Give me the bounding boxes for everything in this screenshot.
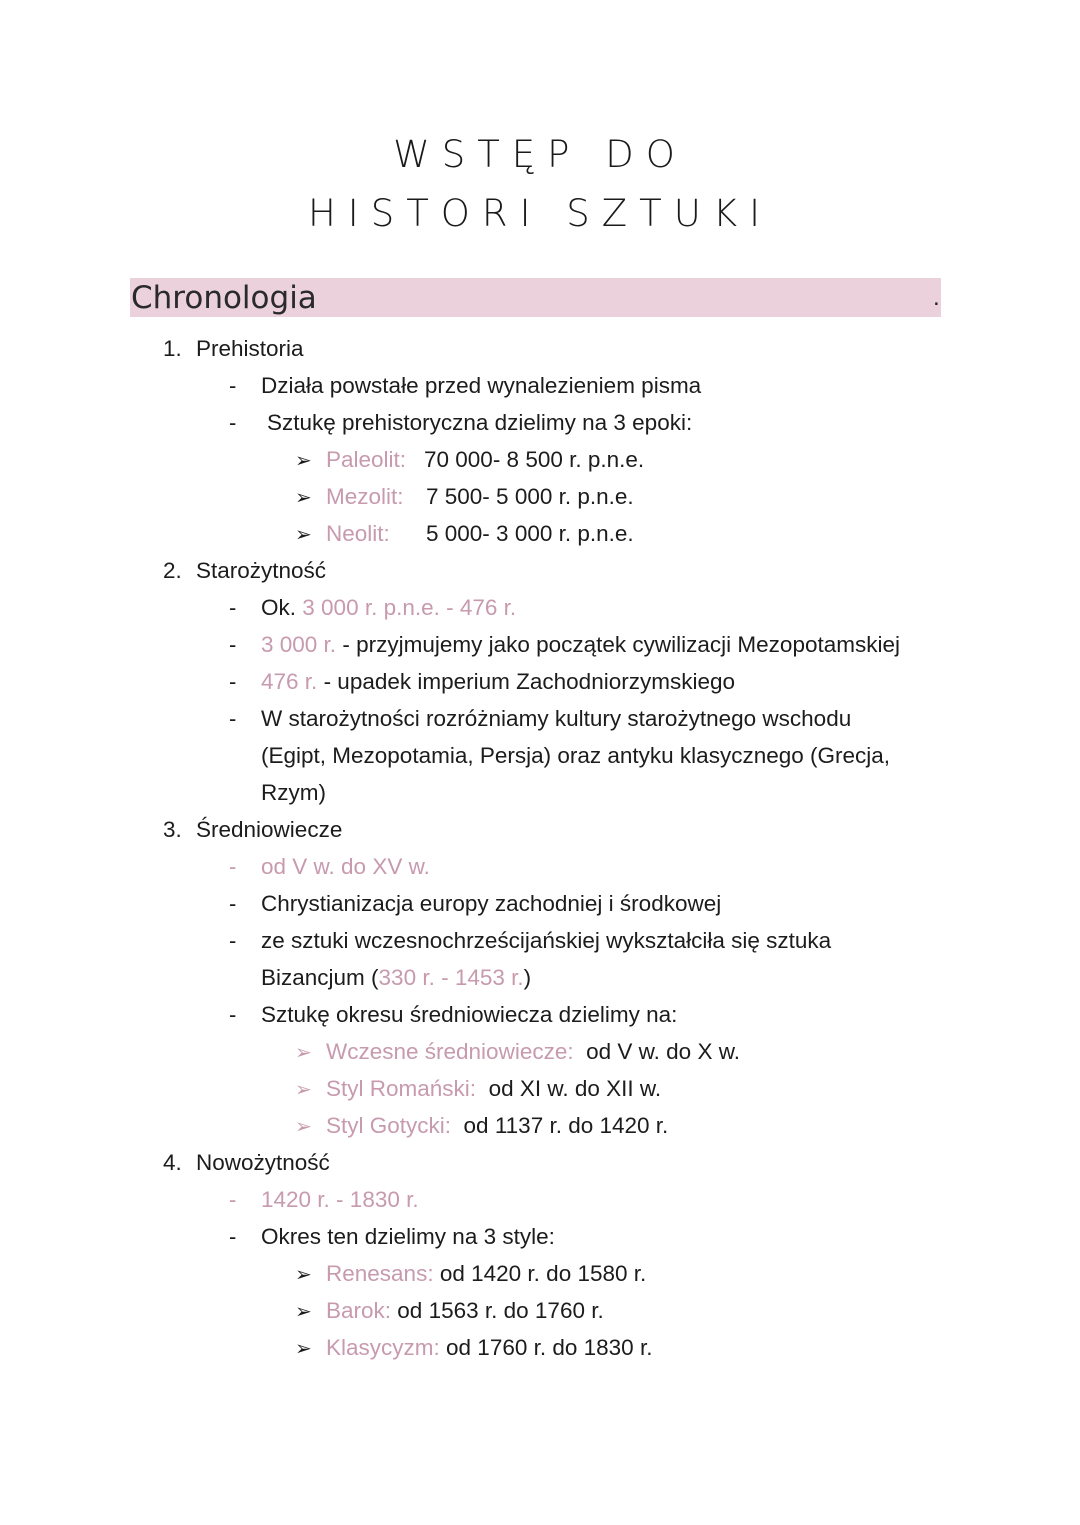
bullet-text-part: Ok. (261, 595, 297, 620)
period-label: Styl Gotycki: (326, 1113, 452, 1138)
list-item-title: Średniowiecze (196, 817, 343, 842)
epoch-label: Neolit: (326, 521, 390, 546)
dash-bullet: - (229, 410, 237, 435)
list-item-sredniowiecze (163, 815, 342, 845)
dash-bullet: - (229, 669, 237, 694)
bullet-text-part: ) (523, 965, 532, 990)
date-range: 330 r. - 1453 r. (378, 965, 524, 990)
arrow-icon: ➢ (295, 487, 312, 509)
dash-bullet: - (229, 854, 237, 879)
dash-bullet: - (229, 1224, 237, 1249)
list-number: 3. (163, 817, 182, 842)
bullet-text (261, 593, 516, 623)
arrow-icon: ➢ (295, 1264, 312, 1286)
arrow-icon: ➢ (295, 450, 312, 472)
list-item-starozytnosc (163, 556, 326, 586)
bullet-text: Działa powstałe przed wynalezieniem pisma (261, 373, 702, 398)
bullet-text: Sztukę prehistoryczna dzielimy na 3 epoki: (267, 410, 693, 435)
bullet-text: Okres ten dzielimy na 3 style: (261, 1224, 555, 1249)
dash-bullet: - (229, 1002, 237, 1027)
period-wczesne (295, 1037, 740, 1068)
dash-bullet: - (229, 1187, 237, 1212)
arrow-icon: ➢ (295, 524, 312, 546)
list-item-prehistoria (163, 334, 304, 364)
style-klasycyzm (295, 1333, 652, 1364)
list-number: 2. (163, 558, 182, 583)
list-number: 4. (163, 1150, 182, 1175)
arrow-icon: ➢ (295, 1301, 312, 1323)
list-item-title: Starożytność (196, 558, 327, 583)
epoch-mezolit (295, 482, 634, 513)
bullet-text-continued (261, 963, 531, 993)
style-label: Barok: (326, 1298, 392, 1323)
date-range: 3 000 r. p.n.e. - 476 r. (302, 595, 517, 620)
style-renesans (295, 1259, 646, 1290)
list-item-title: Prehistoria (196, 336, 304, 361)
epoch-value: 70 000- 8 500 r. p.n.e. (424, 447, 645, 472)
bullet-text: Chrystianizacja europy zachodniej i środkowej (261, 891, 722, 916)
epoch-label: Mezolit: (326, 484, 404, 509)
period-value: od 1137 r. do 1420 r. (463, 1113, 669, 1138)
bullet-text-part: - przyjmujemy jako początek cywilizacji Mezopotamskiej (342, 632, 900, 657)
page-title-line1: WSTĘP DO (393, 133, 687, 176)
bullet-text: Sztukę okresu średniowiecza dzielimy na: (261, 1002, 678, 1027)
epoch-paleolit (295, 445, 645, 476)
date: 476 r. (261, 669, 318, 694)
period-label: Styl Romański: (326, 1076, 477, 1101)
style-label: Klasycyzm: (326, 1335, 440, 1360)
bullet-text-part: - upadek imperium Zachodniorzymskiego (323, 669, 735, 694)
arrow-icon: ➢ (295, 1338, 312, 1360)
date: 3 000 r. (261, 632, 337, 657)
epoch-neolit (295, 519, 634, 550)
period-romanski (295, 1074, 661, 1105)
date-range: od V w. do XV w. (261, 854, 430, 879)
dash-bullet: - (229, 373, 237, 398)
period-label: Wczesne średniowiecze: (326, 1039, 574, 1064)
arrow-icon: ➢ (295, 1079, 312, 1101)
bullet-text (261, 630, 900, 660)
epoch-label: Paleolit: (326, 447, 407, 472)
dash-bullet: - (229, 928, 237, 953)
style-barok (295, 1296, 604, 1327)
style-value: od 1760 r. do 1830 r. (446, 1335, 653, 1360)
section-heading: Chronologia (131, 280, 317, 316)
period-gotycki (295, 1111, 668, 1142)
arrow-icon: ➢ (295, 1042, 312, 1064)
bullet-text: ze sztuki wczesnochrześcijańskiej wykształciła się sztuka (261, 928, 832, 953)
list-number: 1. (163, 336, 182, 361)
period-value: od XI w. do XII w. (488, 1076, 662, 1101)
dash-bullet: - (229, 595, 237, 620)
list-item-title: Nowożytność (196, 1150, 330, 1175)
epoch-value: 7 500- 5 000 r. p.n.e. (426, 484, 634, 509)
bullet-text (261, 667, 735, 697)
page-title-line2: HISTORI SZTUKI (307, 192, 773, 235)
list-item-nowozytnosc (163, 1148, 330, 1178)
heading-trailing-dot: . (933, 284, 940, 311)
bullet-text-part: Bizancjum ( (261, 965, 379, 990)
dash-bullet: - (229, 632, 237, 657)
dash-bullet: - (229, 706, 237, 731)
arrow-icon: ➢ (295, 1116, 312, 1138)
style-value: od 1420 r. do 1580 r. (439, 1261, 647, 1286)
bullet-text-continued: (Egipt, Mezopotamia, Persja) oraz antyku klasycznego (Grecja, (261, 743, 891, 768)
dash-bullet: - (229, 891, 237, 916)
bullet-text-continued: Rzym) (261, 780, 326, 805)
period-value: od V w. do X w. (586, 1039, 740, 1064)
bullet-text: W starożytności rozróżniamy kultury starożytnego wschodu (261, 706, 852, 731)
style-label: Renesans: (326, 1261, 434, 1286)
style-value: od 1563 r. do 1760 r. (397, 1298, 604, 1323)
date-range: 1420 r. - 1830 r. (261, 1187, 419, 1212)
epoch-value: 5 000- 3 000 r. p.n.e. (426, 521, 634, 546)
